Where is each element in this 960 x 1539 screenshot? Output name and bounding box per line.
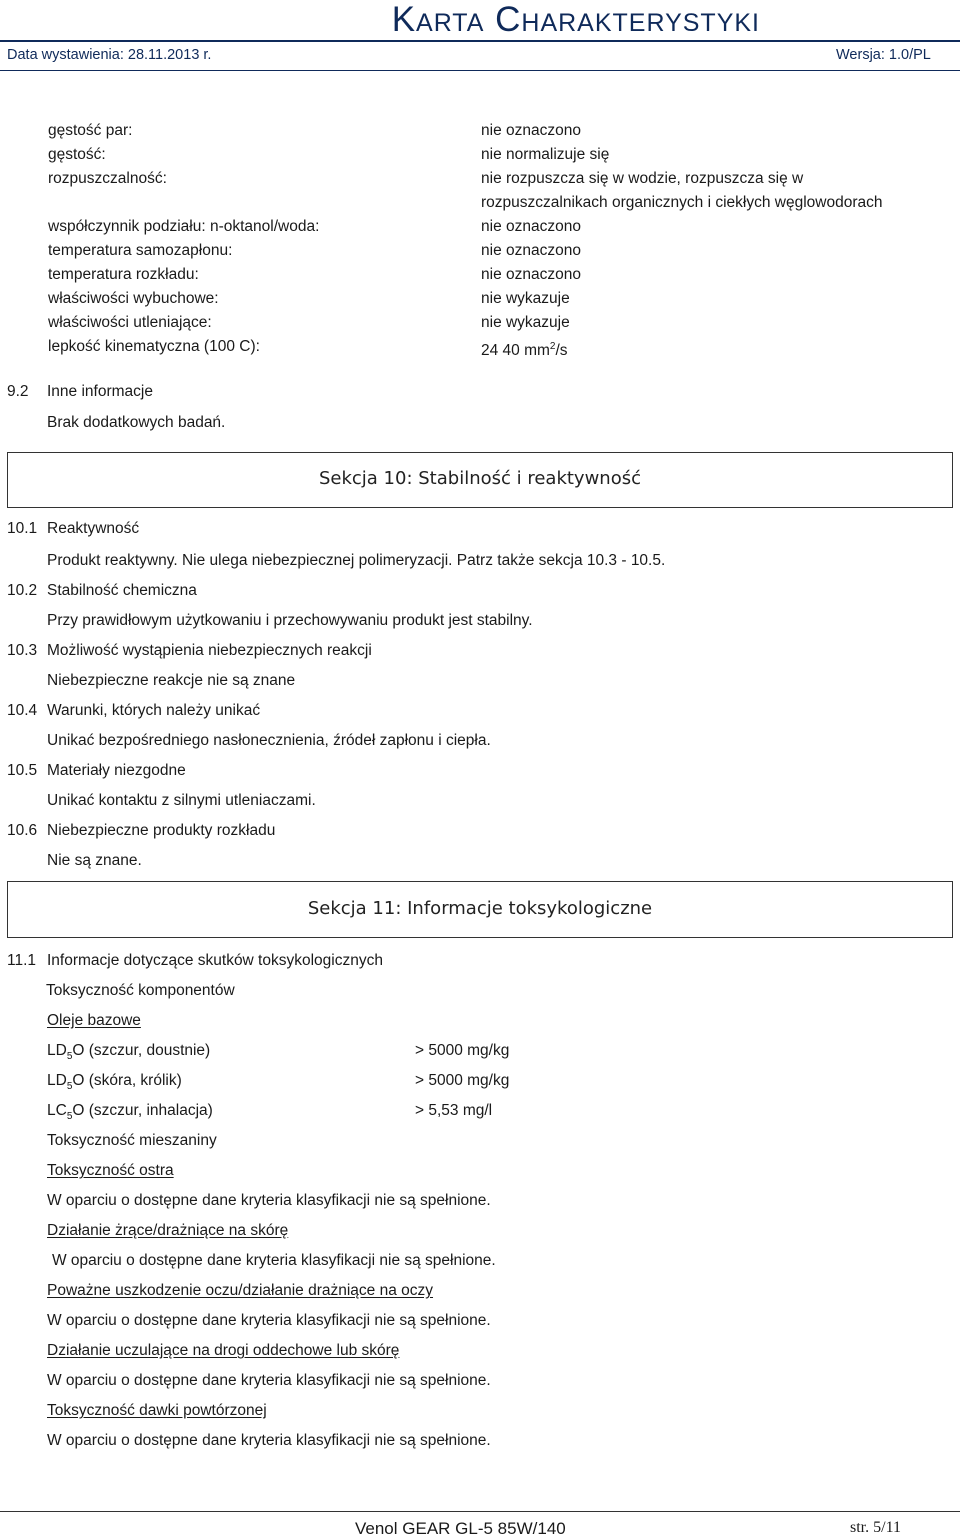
- subsection-title: Stabilność chemiczna: [47, 582, 197, 599]
- tox-text: W oparciu o dostępne dane kryteria klasyfikacji nie są spełnione.: [52, 1252, 496, 1269]
- base-oils-heading: Oleje bazowe: [47, 1012, 141, 1029]
- ld-row-label: $LD_5O$ (skóra, królik): [47, 1072, 182, 1093]
- subsection-number: 10.1: [7, 520, 38, 537]
- prop-label: współczynnik podziału: n-oktanol/woda:: [48, 218, 320, 235]
- section-10-title: Sekcja 10: Stabilność i reaktywność: [318, 468, 641, 489]
- prop-value: nie oznaczono: [481, 242, 581, 259]
- subsection-title: Inne informacje: [47, 383, 153, 400]
- tox-text: W oparciu o dostępne dane kryteria klasyfikacji nie są spełnione.: [47, 1372, 491, 1389]
- subsection-title: Niebezpieczne produkty rozkładu: [47, 822, 276, 839]
- prop-value: nie oznaczono: [481, 122, 581, 139]
- prop-label: rozpuszczalność:: [48, 170, 167, 187]
- prop-value: nie wykazuje: [481, 290, 570, 307]
- section-11-title: Sekcja 11: Informacje toksykologiczne: [307, 898, 653, 919]
- ld-row-label: $LD_5O$ (szczur, doustnie): [47, 1042, 211, 1063]
- subsection-number: 9.2: [7, 383, 29, 400]
- subsection-number: 10.2: [7, 582, 38, 599]
- footer-page-number: str. 5/11: [850, 1519, 901, 1536]
- tox-heading: Działanie żrące/drażniące na skórę: [47, 1222, 289, 1239]
- subsection-title: Możliwość wystąpienia niebezpiecznych reakcji: [47, 642, 372, 659]
- header-rule-bottom: [0, 70, 960, 71]
- prop-value: nie normalizuje się: [481, 146, 610, 163]
- prop-value: nie rozpuszcza się w wodzie, rozpuszcza się w: [481, 170, 804, 187]
- tox-text: W oparciu o dostępne dane kryteria klasyfikacji nie są spełnione.: [47, 1312, 491, 1329]
- prop-label: temperatura samozapłonu:: [48, 242, 233, 259]
- subsection-number: 10.6: [7, 822, 38, 839]
- subsection-number: 10.4: [7, 702, 38, 719]
- subsection-body: Niebezpieczne reakcje nie są znane: [47, 672, 296, 689]
- prop-label: lepkość kinematyczna (100 C):: [48, 338, 260, 355]
- version: Wersja: 1.0/PL: [836, 47, 931, 63]
- prop-label: właściwości wybuchowe:: [48, 290, 219, 307]
- section-10-header: [7, 452, 953, 508]
- mixture-toxicity-title: Toksyczność mieszaniny: [47, 1132, 217, 1149]
- subsection-body: Unikać bezpośredniego nasłonecznienia, źródeł zapłonu i ciepła.: [47, 732, 491, 749]
- prop-value: [481, 337, 568, 361]
- lc-row-value: > 5,53 mg/l: [415, 1102, 493, 1119]
- lc-row-label: $LC_5O$ (szczur, inhalacja): [47, 1102, 213, 1123]
- prop-label: temperatura rozkładu:: [48, 266, 199, 283]
- prop-label: gęstość par:: [48, 122, 133, 139]
- subsection-number: 10.3: [7, 642, 38, 659]
- viscosity-value: 24 40 mm: [481, 342, 550, 360]
- subsection-body: Produkt reaktywny. Nie ulega niebezpiecznej polimeryzacji. Patrz także sekcja 10.3 - 10.5.: [47, 552, 666, 569]
- tox-heading: Działanie uczulające na drogi oddechowe lub skórę: [47, 1342, 400, 1359]
- prop-label: właściwości utleniające:: [48, 314, 212, 331]
- subsection-title: Materiały niezgodne: [47, 762, 186, 779]
- document-title: Karta Charakterystyki: [391, 0, 760, 39]
- subsection-body: Unikać kontaktu z silnymi utleniaczami.: [47, 792, 316, 809]
- prop-label: gęstość:: [48, 146, 106, 163]
- subsection-title: Informacje dotyczące skutków toksykologicznych: [47, 952, 383, 969]
- issue-date: Data wystawienia: 28.11.2013 r.: [7, 47, 212, 63]
- tox-heading: Poważne uszkodzenie oczu/działanie drażniące na oczy: [47, 1282, 434, 1299]
- prop-value-continued: rozpuszczalnikach organicznych i ciekłych węglowodorach: [481, 194, 883, 211]
- subsection-body: Nie są znane.: [47, 852, 142, 869]
- tox-text: W oparciu o dostępne dane kryteria klasyfikacji nie są spełnione.: [47, 1192, 491, 1209]
- tox-text: W oparciu o dostępne dane kryteria klasyfikacji nie są spełnione.: [47, 1432, 491, 1449]
- tox-heading: Toksyczność ostra: [47, 1162, 174, 1179]
- ld-row-value: > 5000 mg/kg: [415, 1042, 510, 1059]
- footer-rule: [0, 1511, 960, 1512]
- subsection-number: 11.1: [7, 952, 37, 969]
- header-rule-top: [0, 40, 960, 42]
- subsection-number: 10.5: [7, 762, 38, 779]
- prop-value: nie wykazuje: [481, 314, 570, 331]
- prop-value: nie oznaczono: [481, 218, 581, 235]
- ld-row-value: > 5000 mg/kg: [415, 1072, 510, 1089]
- components-toxicity-title: Toksyczność komponentów: [46, 982, 235, 999]
- subsection-title: Warunki, których należy unikać: [47, 702, 261, 719]
- footer-product-name: Venol GEAR GL-5 85W/140: [355, 1519, 566, 1538]
- viscosity-exponent: 2: [549, 341, 556, 352]
- subsection-title: Reaktywność: [47, 520, 140, 537]
- subsection-body: Brak dodatkowych badań.: [47, 414, 226, 431]
- prop-value: nie oznaczono: [481, 266, 581, 283]
- tox-heading: Toksyczność dawki powtórzonej: [47, 1402, 267, 1419]
- section-11-header: [7, 881, 953, 938]
- subsection-body: Przy prawidłowym użytkowaniu i przechowywaniu produkt jest stabilny.: [47, 612, 533, 629]
- viscosity-unit-tail: /s: [555, 342, 568, 360]
